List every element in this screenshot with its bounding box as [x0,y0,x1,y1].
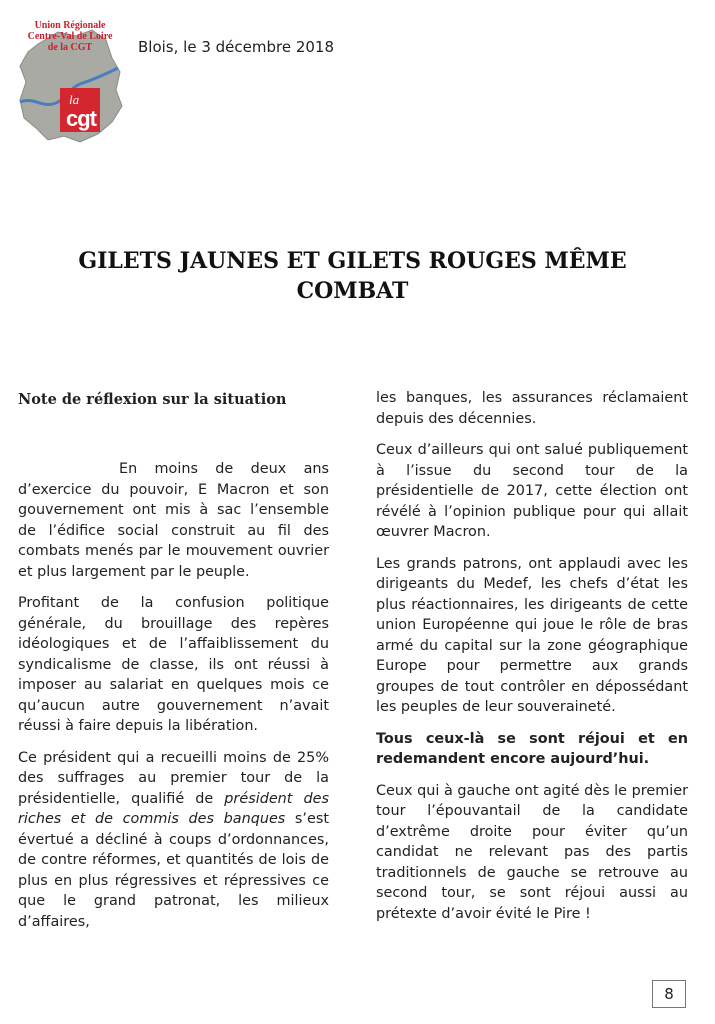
paragraph-text: Ce président qui a recueilli moins de 25% des suffrages au premier tour de la présidentielle, qualifié de [18,749,329,807]
paragraph [18,748,329,933]
paragraph: Ceux d’ailleurs qui ont salué publiquement à l’issue du second tour de la présidentielle de 2017, cette élection ont révélé à l’opinion publique pour qui allait œuvrer Macron. [376,442,688,540]
paragraph: Les grands patrons, ont applaudi avec les dirigeants du Medef, les chefs d’état les plus réactionnaires, les dirigeants de cette union Européenne qui joue le rôle de bras armé du capital sur la zone géographique Europe pour permettre aux grands groupes de tout contrôler en dépossédant les peuples de leur souveraineté. [376,555,688,715]
logo-org-name [14,20,126,53]
paragraph: Ceux qui à gauche ont agité dès le premier tour l’épouvantail de la candidate d’extrême droite pour éviter qu’un candidat ne relevant pas des partis traditionnels de gauche se retrouve au second tour, se sont réjoui aussi au prétexte d’avoir évité le Pire ! [376,782,688,922]
logo-mark-small: la [69,92,80,107]
paragraph: En moins de deux ans d’exercice du pouvoir, E Macron et son gouvernement ont mis à sac l’ensemble de l’édifice social construit au fil des combats menés par le mouvement ouvrier et plus largement par le peuple. [18,461,329,580]
logo-org-line: Centre-Val de Loire [27,31,113,42]
document-date: Blois, le 3 décembre 2018 [138,38,334,56]
paragraph-text: s’est évertué a décliné à coups d’ordonnances, de contre réformes, et quantités de lois de plus en plus régressives et répressives ce que le grand patronat, les milieux d’affaires, [18,811,329,930]
bold-paragraph: Tous ceux-là se sont réjoui et en redemandent encore aujourd’hui. [376,730,688,767]
emphasis-text: président des riches et de commis des banques [18,790,330,827]
right-column [376,388,688,935]
paragraph: les banques, les assurances réclamaient depuis des décennies. [376,390,688,427]
section-heading: Note de réflexion sur la situation [18,391,287,408]
document-title: GILETS JAUNES ET GILETS ROUGES MÊME COMBAT [78,248,627,304]
page-number: 8 [652,980,686,1008]
logo-mark-big: cgt [66,106,96,131]
paragraph: Profitant de la confusion politique générale, du brouillage des repères idéologiques et de l’affaiblissement du syndicalisme de classe, ils ont réussi à imposer au salariat en quelques mois ce qu’aucun autre gouvernement n’avait réussi à faire depuis la libération. [18,595,329,734]
left-column [18,390,329,943]
cgt-logo [14,18,126,146]
logo-org-line: Union Régionale [34,20,106,31]
logo-org-line: de la CGT [47,42,93,53]
